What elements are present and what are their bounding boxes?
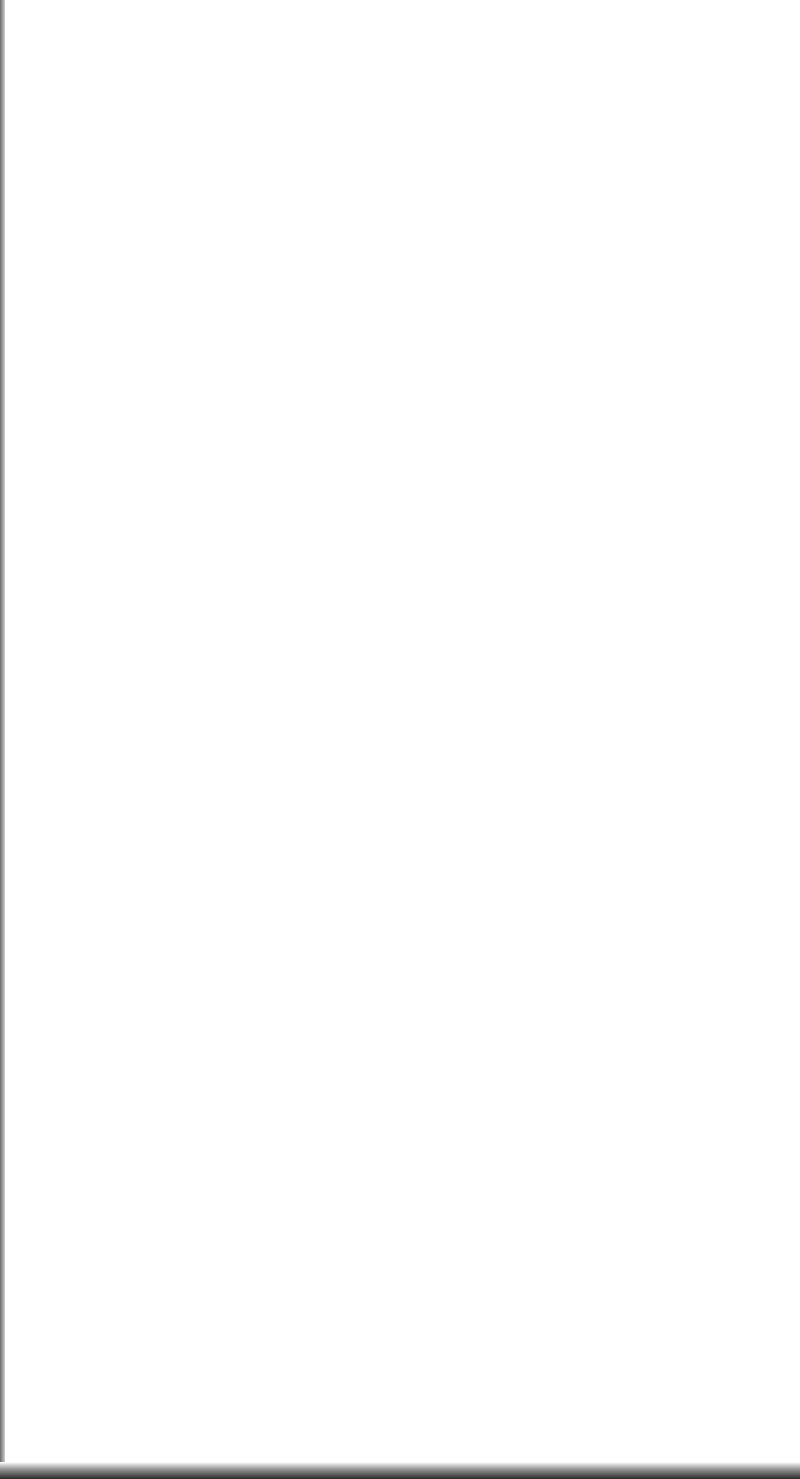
- page-edge-shadow: [0, 0, 5, 1479]
- page-bottom-edge: [0, 1462, 800, 1479]
